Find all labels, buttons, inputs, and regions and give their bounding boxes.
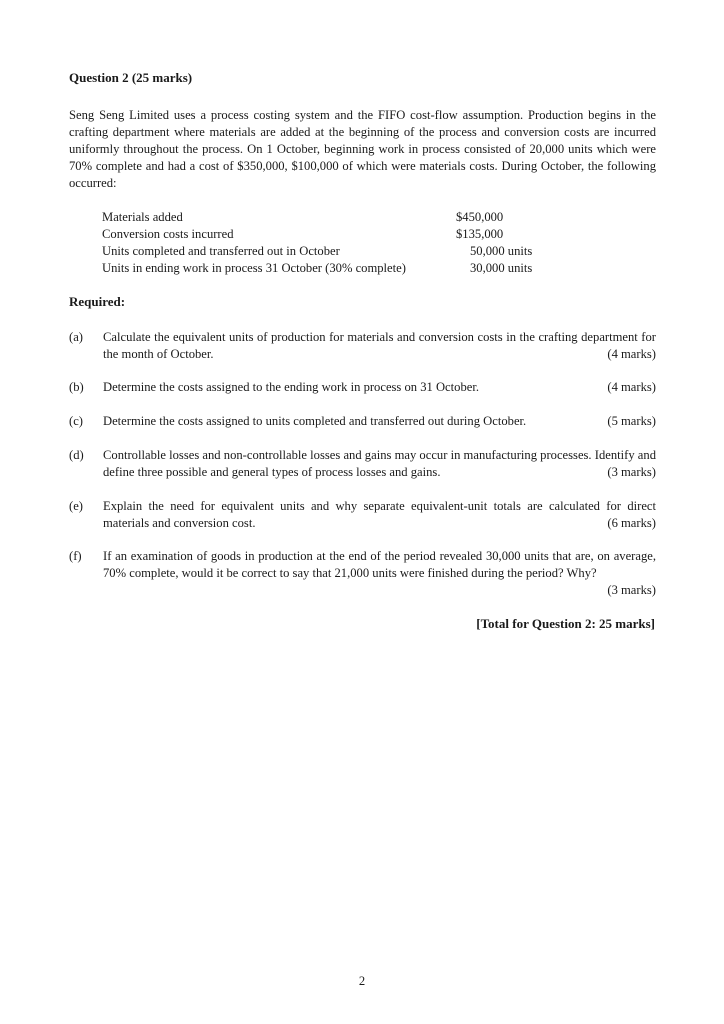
cost-data-table	[102, 209, 560, 277]
data-row-value: $135,000	[456, 227, 504, 241]
part-letter: (a)	[69, 330, 83, 344]
data-row-label: Units in ending work in process 31 October (30% complete)	[102, 261, 406, 275]
data-row	[102, 260, 560, 277]
page-number: 2	[358, 974, 366, 988]
part-marks: (3 marks)	[607, 583, 656, 597]
data-row-value: 50,000 units	[470, 244, 533, 258]
required-heading: Required:	[69, 294, 126, 309]
question-intro: Seng Seng Limited uses a process costing system and the FIFO cost-flow assumption. Production begins in the crafting department where materials are added at the beginning of the process and conversion costs are incurred uniformly throughout the process. On 1 October, beginning work in process consisted of 20,000 units which were 70% complete and had a cost of $350,000, $100,000 of which were materials costs. During October, the following occurred:	[69, 108, 656, 190]
part-text: If an examination of goods in production at the end of the period revealed 30,000 units that are, on average, 70% complete, would it be correct to say that 21,000 units were finished during the period? Why?	[103, 549, 656, 580]
part-letter: (b)	[69, 380, 84, 394]
part-text: Explain the need for equivalent units and why separate equivalent-unit totals are calculated for direct materials and conversion cost.	[103, 499, 656, 530]
part-marks: (6 marks)	[607, 516, 656, 530]
part-text: Determine the costs assigned to the ending work in process on 31 October.	[103, 380, 479, 394]
data-row	[102, 209, 560, 226]
part-text: Controllable losses and non-controllable losses and gains may occur in manufacturing processes. Identify and define three possible and general types of process losses and gains.	[103, 448, 656, 479]
data-row	[102, 226, 560, 243]
data-row-value: 30,000 units	[470, 261, 533, 275]
part-letter: (d)	[69, 448, 84, 462]
part-marks: (3 marks)	[607, 465, 656, 479]
part-marks: (4 marks)	[607, 380, 656, 394]
data-row-label: Units completed and transferred out in October	[102, 244, 340, 258]
part-marks: (4 marks)	[607, 347, 656, 361]
data-row	[102, 243, 560, 260]
part-letter: (f)	[69, 549, 82, 563]
question-title: Question 2 (25 marks)	[69, 70, 193, 85]
data-row-label: Conversion costs incurred	[102, 227, 234, 241]
data-row-label: Materials added	[102, 210, 183, 224]
part-marks: (5 marks)	[607, 414, 656, 428]
question-total: [Total for Question 2: 25 marks]	[476, 616, 655, 631]
part-text: Determine the costs assigned to units completed and transferred out during October.	[103, 414, 527, 428]
part-text: Calculate the equivalent units of production for materials and conversion costs in the crafting department for the month of October.	[103, 330, 656, 361]
data-row-value: $450,000	[456, 210, 504, 224]
part-letter: (e)	[69, 499, 83, 513]
part-letter: (c)	[69, 414, 83, 428]
